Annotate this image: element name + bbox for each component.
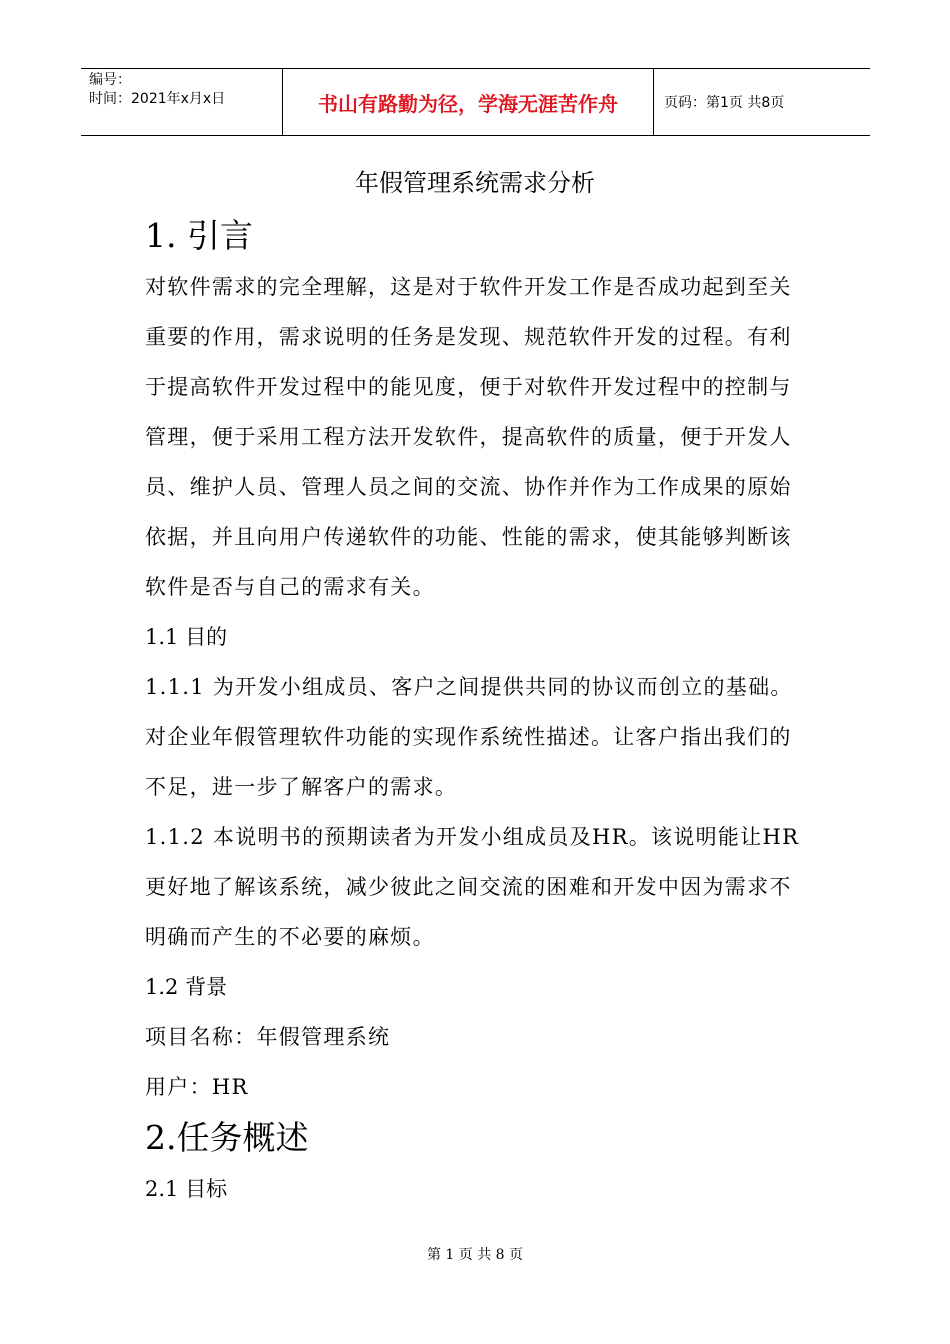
header-meta-cell (81, 69, 282, 135)
header-page-info: 页码：第1页 共8页 (664, 95, 785, 111)
subsection-heading: 2.1 目标 (145, 1177, 228, 1201)
document-body (145, 210, 810, 1214)
subsection-heading: 1.1 目的 (145, 625, 228, 649)
header-time-label: 时间：2021年x月x日 (89, 91, 226, 107)
section-heading: 2.任务概述 (145, 1118, 309, 1157)
paragraph: 项目名称：年假管理系统 (145, 1025, 391, 1049)
page-header (81, 68, 870, 136)
section-heading: 1. 引言 (145, 216, 253, 255)
paragraph: 1.1.2 本说明书的预期读者为开发小组成员及HR。该说明能让HR更好地了解该系统，减少彼此之间交流的困难和开发中因为需求不明确而产生的不必要的麻烦。 (145, 825, 800, 949)
header-number-label: 编号： (89, 72, 131, 88)
paragraph: 用户：HR (145, 1075, 249, 1099)
paragraph: 1.1.1 为开发小组成员、客户之间提供共同的协议而创立的基础。对企业年假管理软件功能的实现作系统性描述。让客户指出我们的不足，进一步了解客户的需求。 (145, 675, 793, 799)
page-footer: 第 1 页 共 8 页 (426, 1247, 524, 1263)
document-title: 年假管理系统需求分析 (355, 169, 595, 197)
header-motto: 书山有路勤为径，学海无涯苦作舟 (282, 69, 654, 135)
subsection-heading: 1.2 背景 (145, 975, 228, 999)
paragraph: 对软件需求的完全理解，这是对于软件开发工作是否成功起到至关重要的作用，需求说明的任务是发现、规范软件开发的过程。有利于提高软件开发过程中的能见度，便于对软件开发过程中的控制与管理，便于采用工程方法开发软件，提高软件的质量，便于开发人员、维护人员、管理人员之间的交流、协作并作为工作成果的原始依据，并且向用户传递软件的功能、性能的需求，使其能够判断该软件是否与自己的需求有关。 (145, 275, 792, 599)
